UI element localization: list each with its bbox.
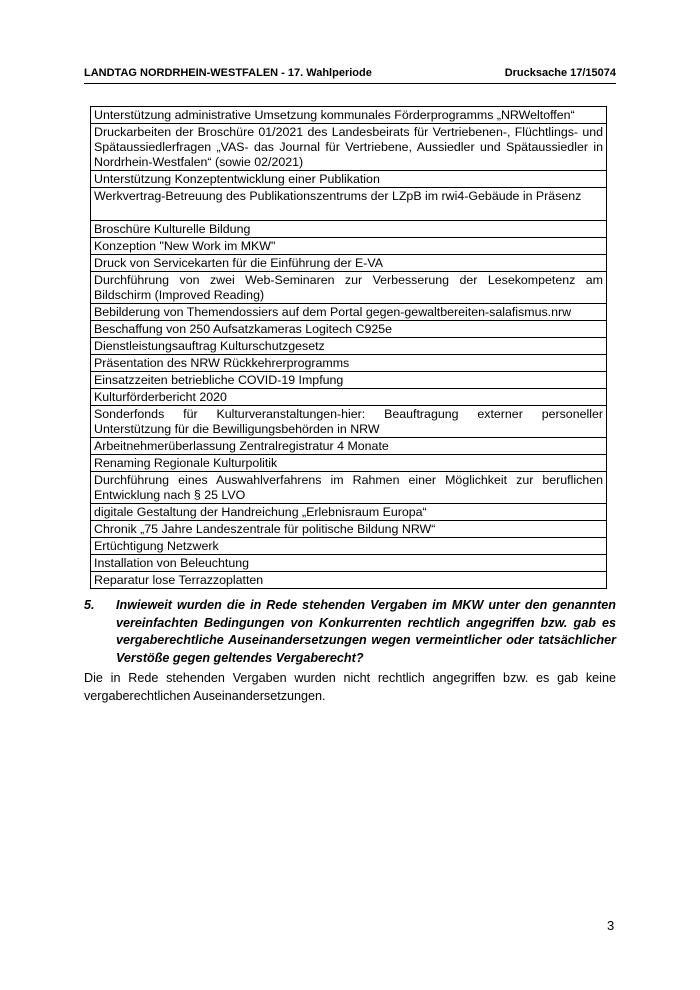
table-row: [91, 171, 607, 188]
table-row: [91, 124, 607, 171]
table-cell: Chronik „75 Jahre Landeszentrale für politische Bildung NRW“: [91, 521, 607, 538]
table-row: [91, 107, 607, 124]
table-cell: Druck von Servicekarten für die Einführung der E-VA: [91, 255, 607, 272]
table-cell: Werkvertrag-Betreuung des Publikationszentrums der LZpB im rwi4-Gebäude in Präsenz: [91, 188, 607, 221]
table-cell: Unterstützung administrative Umsetzung kommunales Förderprogramms „NRWeltoffen“: [91, 107, 607, 124]
table-row: [91, 255, 607, 272]
table-row: [91, 304, 607, 321]
question-number: 5.: [84, 598, 95, 612]
header-right: Drucksache 17/15074: [504, 67, 616, 79]
header-rule: [84, 83, 616, 84]
vergaben-table: [90, 106, 607, 589]
table-row: [91, 406, 607, 438]
table-cell: digitale Gestaltung der Handreichung „Erlebnisraum Europa“: [91, 504, 607, 521]
table-cell: Broschüre Kulturelle Bildung: [91, 221, 607, 238]
header-left: LANDTAG NORDRHEIN-WESTFALEN - 17. Wahlperiode: [84, 67, 372, 79]
table-cell: Durchführung von zwei Web-Seminaren zur Verbesserung der Lesekompetenz am Bildschirm (Improved Reading): [91, 272, 607, 304]
table-row: [91, 555, 607, 572]
table-row: [91, 221, 607, 238]
table-row: [91, 188, 607, 221]
table-cell: Präsentation des NRW Rückkehrerprogramms: [91, 355, 607, 372]
question-text: Inwieweit wurden die in Rede stehenden Vergaben im MKW unter den genannten vereinfachten Bedingungen von Konkurrenten rechtlich angegriffen bzw. gab es vergaberechtliche Auseinandersetzungen wegen vermeintlicher oder tatsächlicher Verstöße gegen geltendes Vergaberecht?: [116, 598, 616, 665]
table-cell: Beschaffung von 250 Aufsatzkameras Logitech C925e: [91, 321, 607, 338]
table-cell: Sonderfonds für Kulturveranstaltungen-hier: Beauftragung externer personeller Unterstützung für die Bewilligungsbehörden in NRW: [91, 406, 607, 438]
table-row: [91, 472, 607, 504]
table-row: [91, 389, 607, 406]
table-cell: Arbeitnehmerüberlassung Zentralregistratur 4 Monate: [91, 438, 607, 455]
answer-text: Die in Rede stehenden Vergaben wurden nicht rechtlich angegriffen bzw. es gab keine vergaberechtlichen Auseinandersetzungen.: [84, 671, 616, 703]
page-number: 3: [607, 918, 615, 933]
question-5: [84, 597, 616, 667]
table-row: [91, 338, 607, 355]
table-row: [91, 521, 607, 538]
page-header: [84, 67, 616, 79]
table-cell: Dienstleistungsauftrag Kulturschutzgesetz: [91, 338, 607, 355]
table-cell: Reparatur lose Terrazzoplatten: [91, 572, 607, 589]
table-row: [91, 238, 607, 255]
table-row: [91, 504, 607, 521]
table-cell: Einsatzzeiten betriebliche COVID-19 Impfung: [91, 372, 607, 389]
table-row: [91, 538, 607, 555]
table-cell: Renaming Regionale Kulturpolitik: [91, 455, 607, 472]
table-cell: Ertüchtigung Netzwerk: [91, 538, 607, 555]
table-row: [91, 272, 607, 304]
table-cell: Bebilderung von Themendossiers auf dem Portal gegen-gewaltbereiten-salafismus.nrw: [91, 304, 607, 321]
table-cell: Konzeption "New Work im MKW": [91, 238, 607, 255]
table-row: [91, 455, 607, 472]
table-cell: Unterstützung Konzeptentwicklung einer Publikation: [91, 171, 607, 188]
table-cell: Durchführung eines Auswahlverfahrens im Rahmen einer Möglichkeit zur beruflichen Entwicklung nach § 25 LVO: [91, 472, 607, 504]
table-row: [91, 355, 607, 372]
table-cell: Installation von Beleuchtung: [91, 555, 607, 572]
table-row: [91, 372, 607, 389]
table-cell: Kulturförderbericht 2020: [91, 389, 607, 406]
table-row: [91, 572, 607, 589]
table-row: [91, 438, 607, 455]
table-cell: Druckarbeiten der Broschüre 01/2021 des Landesbeirats für Vertriebenen-, Flüchtlings- und Spätaussiedlerfragen „VAS- das Journal für Vertriebene, Aussiedler und Spätaussiedler in Nordrhein-Westfalen“ (sowie 02/2021): [91, 124, 607, 171]
table-row: [91, 321, 607, 338]
